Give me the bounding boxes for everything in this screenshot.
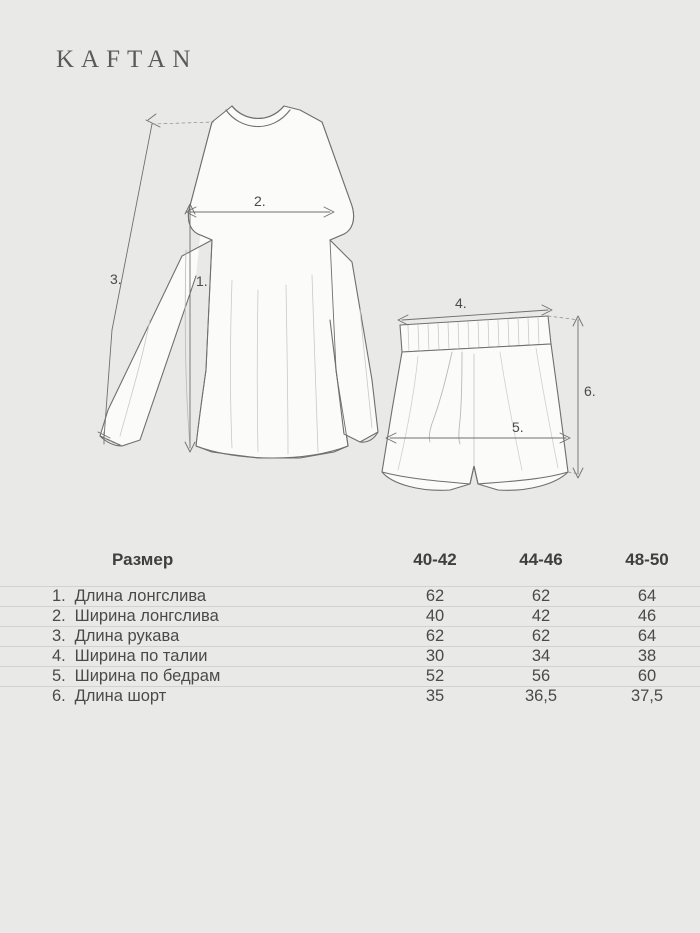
row-number-6: 6. [52, 687, 66, 705]
table-row [0, 647, 700, 667]
row-label-2 [0, 607, 382, 627]
row-label-6 [0, 687, 382, 707]
table-row [0, 627, 700, 647]
row-label-5 [0, 667, 382, 687]
table-row [0, 587, 700, 607]
header-size-0: 40-42 [382, 536, 488, 587]
garment-illustration [0, 80, 700, 535]
row-text-4: Ширина по талии [74, 647, 208, 665]
row-text-6: Длина шорт [74, 687, 167, 705]
cell-6-2: 37,5 [630, 687, 664, 705]
cell-3-0: 62 [382, 627, 488, 647]
size-table-head [0, 536, 700, 587]
cell-4-0: 30 [382, 647, 488, 667]
table-row [0, 667, 700, 687]
cell-1-2: 64 [594, 587, 700, 607]
row-text-2: Ширина лонгслива [74, 607, 219, 625]
cell-6-0: 35 [425, 687, 445, 705]
cell-2-0: 40 [382, 607, 488, 627]
cell-1-0: 62 [382, 587, 488, 607]
row-label-1 [0, 587, 382, 607]
row-text-1: Длина лонгслива [74, 587, 207, 605]
svg-text:2.: 2. [254, 193, 266, 209]
size-table-body [0, 587, 700, 707]
row-number-3: 3. [52, 627, 66, 645]
row-text-5: Ширина по бедрам [74, 667, 221, 685]
row-number-1: 1. [52, 587, 66, 605]
svg-text:4.: 4. [455, 295, 467, 311]
brand-title: KAFTAN [56, 46, 198, 73]
header-size-label: Размер [0, 536, 382, 587]
cell-5-1: 56 [488, 667, 594, 687]
table-header-row [0, 536, 700, 587]
row-text-3: Длина рукава [74, 627, 180, 645]
cell-4-1: 34 [488, 647, 594, 667]
cell-3-1: 62 [488, 627, 594, 647]
cell-3-2: 64 [594, 627, 700, 647]
cell-2-1: 42 [488, 607, 594, 627]
row-number-5: 5. [52, 667, 66, 685]
row-number-4: 4. [52, 647, 66, 665]
cell-4-2: 38 [594, 647, 700, 667]
row-number-2: 2. [52, 607, 66, 625]
size-table [0, 536, 700, 706]
cell-2-2: 46 [594, 607, 700, 627]
cell-5-2: 60 [594, 667, 700, 687]
table-row [0, 687, 700, 707]
row-label-3 [0, 627, 382, 647]
cell-1-1: 62 [488, 587, 594, 607]
svg-text:5.: 5. [512, 419, 524, 435]
svg-text:6.: 6. [584, 383, 596, 399]
table-row [0, 607, 700, 627]
svg-text:3.: 3. [110, 271, 122, 287]
cell-6-1: 36,5 [524, 687, 558, 705]
header-size-2: 48-50 [594, 536, 700, 587]
svg-text:1.: 1. [196, 273, 208, 289]
header-size-1: 44-46 [488, 536, 594, 587]
cell-5-0: 52 [382, 667, 488, 687]
row-label-4 [0, 647, 382, 667]
